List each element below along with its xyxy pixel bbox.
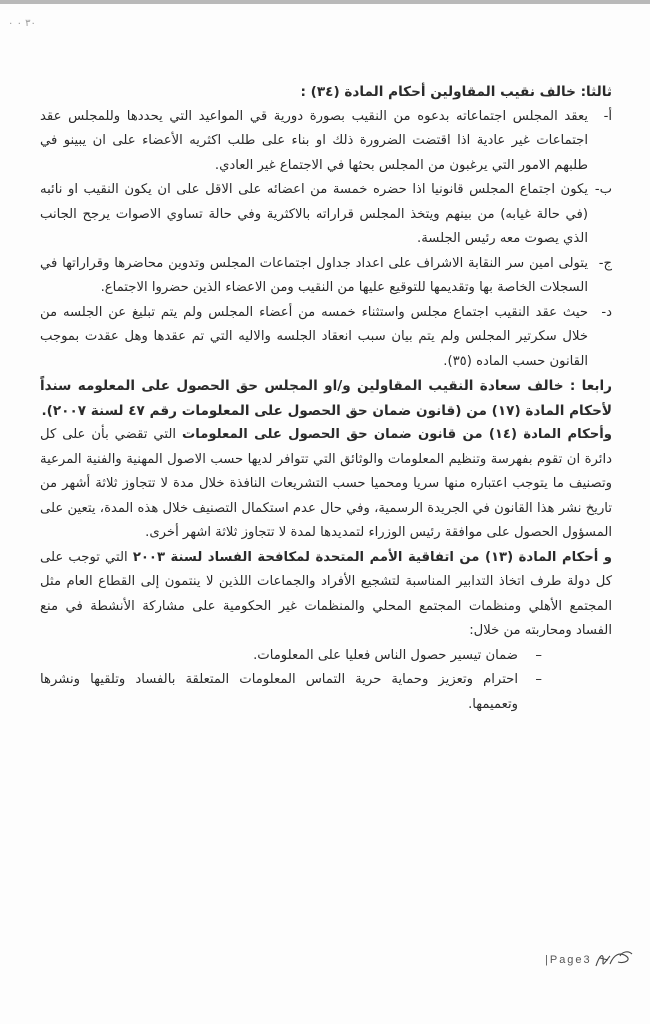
document-page (40, 80, 612, 717)
item-marker: د- (601, 304, 612, 320)
item-text: يعقد المجلس اجتماعاته بدعوه من النقيب بصورة دورية قي المواعيد التي يحددها وللمجلس عقد اجتماعات غير عادية اذا اقتضت الضرورة ذلك او بناء على طلب اكثريه الأعضاء على ان يبينو في طلبهم الامور التي يرغبون من المجلس بحثها في الاجتماع غير العادي. (40, 108, 588, 173)
paragraph-1-bold-ref: وأحكام المادة (١٤) من قانون ضمان حق الحصول على المعلومات (181, 427, 612, 442)
paragraph-1-text: التي تقضي بأن على كل دائرة ان تقوم بفهرسة وتنظيم المعلومات والوثائق التي تتوافر لديها حسب الاصول المهنية والفنية المرعية وتصنيف ما يتوجب اعتباره منها سريا ومحميا حسب التشريعات النافذة خلال مدة لا تتجاوز ثلاثة أشهر من تاريخ نشر هذا القانون في الجريدة الرسمية، وفي حال عدم استكمال التصنيف خلال هذه المدة، يتعين على المسؤول الحصول على موافقة رئيس الوزراء لتمديدها لمدة لا تتجاوز ثلاثة اشهر أخرى. (40, 427, 612, 540)
item-text: يتولى امين سر النقابة الاشراف على اعداد جداول اجتماعات المجلس وتدوين محاضرها وقراراتها في السجلات الخاصة بها وتقديمها للتوقيع عليها من النقيب ومن الاعضاء الذين حضروا الاجتماع. (40, 255, 588, 295)
section-3-heading: ثالثا: خالف نقيب المقاولين أحكام المادة (٣٤) : (300, 84, 612, 100)
bullet-text: احترام وتعزيز وحماية حرية التماس المعلومات المتعلقة بالفساد وتلقيها ونشرها وتعميمها. (40, 672, 518, 712)
bullet-list (40, 644, 612, 718)
dash-bullet-icon: – (535, 672, 542, 687)
item-text: حيث عقد النقيب اجتماع مجلس واستثناء خمسه من أعضاء المجلس ولم يتم تبليغ عن الجلسه من خلال سكرتير المجلس ولم يتم بيان سبب انعقاد الجلسه والاليه التي تم عقدها وهل عقدت بموجب القانون حسب الماده (٣٥). (40, 304, 588, 369)
section-3-item-a (40, 105, 612, 179)
item-marker: ب- (594, 182, 612, 197)
scan-top-edge (0, 0, 650, 4)
section-4-paragraph-1 (40, 423, 612, 546)
section-4-heading: رابعا : خالف سعادة النقيب المقاولين و/او المجلس حق الحصول على المعلومه سنداً لأحكام المادة (١٧) من (قانون ضمان حق الحصول على المعلومات رقم ٤٧ لسنة ٢٠٠٧). (40, 378, 612, 419)
item-marker: ج- (598, 255, 612, 271)
signature-icon (594, 948, 634, 972)
paragraph-2-text: التي توجب على كل دولة طرف اتخاذ التدابير المناسبة لتشجيع الأفراد والجماعات اللذين لا ينتمون إلى القطاع العام مثل المجتمع الأهلي ومنظمات المجتمع المحلي والمنظمات غير الحكومية على مشاركة الأنشطة في منع الفساد ومحاربته من خلال: (40, 549, 612, 638)
bullet-item (40, 668, 542, 717)
section-4-paragraph-2 (40, 546, 612, 644)
page-number: |Page3 (545, 954, 592, 966)
bullet-text: ضمان تيسير حصول الناس فعليا على المعلومات. (253, 647, 518, 663)
page-footer (545, 948, 634, 972)
item-text: يكون اجتماع المجلس قانونيا اذا حضره خمسة من اعضائه على الاقل على ان يكون النقيب او نائبه (في حالة غيابه) من بينهم ويتخذ المجلس قراراته بالاكثرية وفي حالة تساوي الاصوات يرجح الجانب الذي يصوت معه رئيس الجلسة. (40, 182, 588, 246)
section-3-item-b (40, 178, 612, 252)
item-marker: أ- (603, 108, 612, 124)
section-3-item-d (40, 301, 612, 375)
section-3-item-c (40, 252, 612, 301)
dash-bullet-icon: – (535, 647, 542, 663)
scan-mark: ٣٠ ٠ ٠ (8, 18, 36, 29)
bullet-item (40, 644, 542, 669)
paragraph-2-bold-ref: و أحكام المادة (١٣) من اتفاقية الأمم المتحدة لمكافحة الفساد لسنة ٢٠٠٣ (132, 549, 612, 565)
